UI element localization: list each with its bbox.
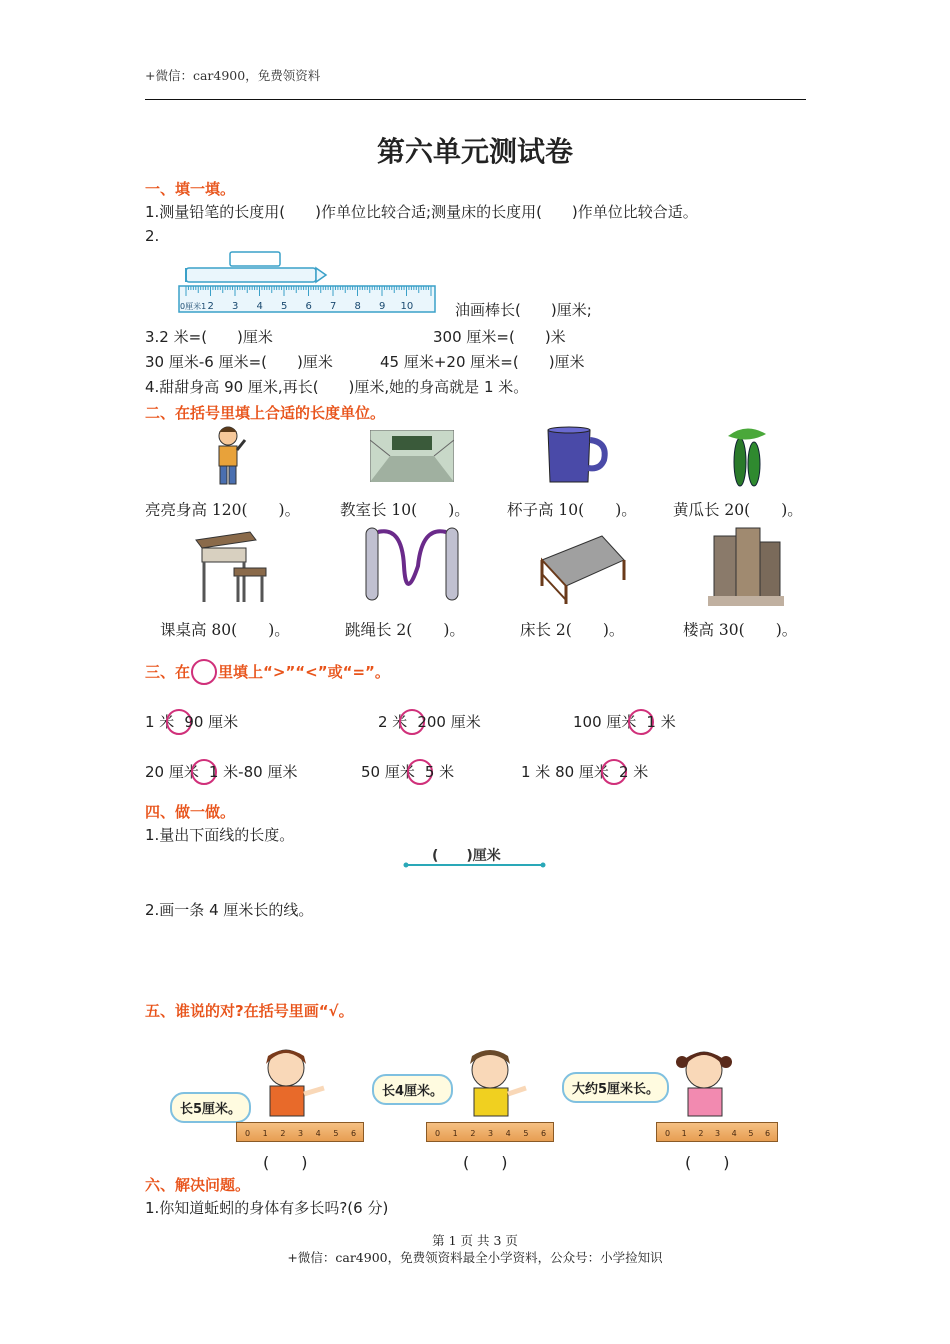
- section3-heading-post: 里填上“>”“<”或“=”。: [218, 663, 390, 681]
- ruler-tick-label: 2: [207, 301, 214, 312]
- answer-paren-2[interactable]: ( ): [463, 1153, 508, 1172]
- s3-r2-item1: [145, 759, 297, 785]
- section5-heading: 五、谁说的对?在括号里画“√。: [145, 1002, 354, 1020]
- desk-image: [194, 530, 270, 606]
- small-ruler-label: 2: [698, 1129, 704, 1138]
- small-ruler-label: 0: [245, 1129, 251, 1138]
- s3-r2-item2: [361, 759, 454, 785]
- s1-q1: 1.测量铅笔的长度用( )作单位比较合适;测量床的长度用( )作单位比较合适。: [145, 203, 698, 221]
- ruler-3: [656, 1122, 778, 1142]
- ruler-2: [426, 1122, 554, 1142]
- s3-r1-item3: [573, 709, 676, 735]
- s1-q2-label: 2.: [145, 227, 160, 245]
- s1-q3d: 45 厘米+20 厘米=( )厘米: [380, 353, 585, 371]
- small-ruler-label: 1: [681, 1129, 687, 1138]
- ruler-tick-label: 0厘米1: [180, 302, 207, 311]
- small-ruler-label: 3: [715, 1129, 721, 1138]
- footer-note: +微信：car4900，免费领资料最全小学资料，公众号：小学捡知识: [287, 1250, 663, 1265]
- answer-paren-1[interactable]: ( ): [263, 1153, 308, 1172]
- s6-q1: 1.你知道蚯蚓的身体有多长吗?(6 分): [145, 1199, 389, 1217]
- s3-left: 2 米: [378, 713, 408, 731]
- s1-q3b: 300 厘米=( )米: [433, 328, 566, 346]
- small-ruler-label: 0: [435, 1129, 441, 1138]
- small-ruler-label: 3: [488, 1129, 494, 1138]
- s3-right: 1 米-80 厘米: [208, 763, 298, 781]
- measure-line: [403, 860, 547, 870]
- s3-left: 1 米: [145, 713, 175, 731]
- building-image: [708, 526, 784, 606]
- crayon-ruler-image: [178, 248, 438, 316]
- small-ruler-label: 0: [665, 1129, 671, 1138]
- cucumber-image: [718, 422, 774, 488]
- girl-3-image: [664, 1044, 750, 1120]
- small-ruler-label: 6: [351, 1129, 357, 1138]
- small-ruler-label: 6: [765, 1129, 771, 1138]
- section1-heading: 一、填一填。: [145, 180, 236, 198]
- small-ruler-label: 4: [505, 1129, 511, 1138]
- ruler-1: [236, 1122, 364, 1142]
- header-divider: [145, 99, 806, 100]
- s4-q2: 2.画一条 4 厘米长的线。: [145, 901, 314, 919]
- s3-right: 5 米: [424, 763, 455, 781]
- s2-r2-item1: 课桌高 80( )。: [160, 621, 290, 639]
- section4-heading: 四、做一做。: [145, 803, 236, 821]
- ruler-tick-label: 4: [256, 301, 263, 312]
- bed-image: [532, 530, 628, 606]
- girl-1-image: [244, 1044, 334, 1120]
- small-ruler-label: 1: [452, 1129, 458, 1138]
- boy-2-image: [450, 1046, 534, 1120]
- s1-q3a: 3.2 米=( )厘米: [145, 328, 273, 346]
- s2-r2-item2: 跳绳长 2( )。: [345, 621, 465, 639]
- bubble-3: 大约5厘米长。: [562, 1072, 669, 1103]
- small-ruler-label: 1: [262, 1129, 268, 1138]
- s1-q3c: 30 厘米-6 厘米=( )厘米: [145, 353, 333, 371]
- s3-right: 1 米: [646, 713, 676, 731]
- s2-r1-item2: 教室长 10( )。: [340, 501, 470, 519]
- s3-right: 2 米: [618, 763, 649, 781]
- small-ruler-label: 4: [731, 1129, 737, 1138]
- ruler-tick-label: 6: [305, 301, 312, 312]
- small-ruler-label: 2: [470, 1129, 476, 1138]
- s3-right: 200 厘米: [417, 713, 481, 731]
- ruler-tick-label: 8: [354, 301, 361, 312]
- ruler-tick-label: 10: [400, 301, 414, 312]
- section3-heading: [145, 659, 390, 685]
- s3-left: 1 米 80 厘米: [521, 763, 609, 781]
- boy-image: [208, 424, 248, 490]
- ruler-tick-label: 7: [330, 301, 337, 312]
- cup-image: [544, 426, 612, 486]
- small-ruler-label: 5: [523, 1129, 529, 1138]
- page-number: 第 1 页 共 3 页: [432, 1233, 518, 1248]
- bubble-2: 长4厘米。: [372, 1074, 453, 1105]
- ruler-tick-label: 3: [232, 301, 239, 312]
- s4-q1: 1.量出下面线的长度。: [145, 826, 295, 844]
- s1-q4: 4.甜甜身高 90 厘米,再长( )厘米,她的身高就是 1 米。: [145, 378, 529, 396]
- small-ruler-label: 4: [315, 1129, 321, 1138]
- compare-circle-icon: [191, 659, 217, 685]
- page-title: 第六单元测试卷: [376, 135, 573, 168]
- section3-heading-pre: 三、在: [145, 663, 191, 681]
- small-ruler-label: 3: [298, 1129, 304, 1138]
- s3-left: 20 厘米: [145, 763, 199, 781]
- s3-r1-item2: [378, 709, 481, 735]
- header-note: +微信：car4900，免费领资料: [145, 68, 321, 83]
- small-ruler-label: 5: [748, 1129, 754, 1138]
- s3-right: 90 厘米: [184, 713, 239, 731]
- answer-paren-3[interactable]: ( ): [685, 1153, 730, 1172]
- classroom-image: [370, 430, 454, 482]
- small-ruler-label: 5: [333, 1129, 339, 1138]
- s2-r1-item3: 杯子高 10( )。: [507, 501, 637, 519]
- ruler-tick-label: 5: [281, 301, 288, 312]
- s2-r2-item4: 楼高 30( )。: [683, 621, 798, 639]
- small-ruler-label: 6: [541, 1129, 547, 1138]
- s3-r2-item3: [521, 759, 648, 785]
- small-ruler-label: 2: [280, 1129, 286, 1138]
- measure-line-label: ( )厘米: [432, 848, 501, 864]
- s3-r1-item1: [145, 709, 238, 735]
- s2-r1-item1: 亮亮身高 120( )。: [145, 501, 301, 519]
- s2-r2-item3: 床长 2( )。: [520, 621, 625, 639]
- s3-left: 100 厘米: [573, 713, 637, 731]
- s1-q2-answer: 油画棒长( )厘米;: [455, 301, 592, 319]
- jump-rope-image: [362, 526, 462, 606]
- bubble-1: 长5厘米。: [170, 1092, 251, 1123]
- section2-heading: 二、在括号里填上合适的长度单位。: [145, 404, 386, 422]
- s3-left: 50 厘米: [361, 763, 415, 781]
- s2-r1-item4: 黄瓜长 20( )。: [673, 501, 803, 519]
- section6-heading: 六、解决问题。: [145, 1176, 251, 1194]
- ruler-tick-label: 9: [379, 301, 386, 312]
